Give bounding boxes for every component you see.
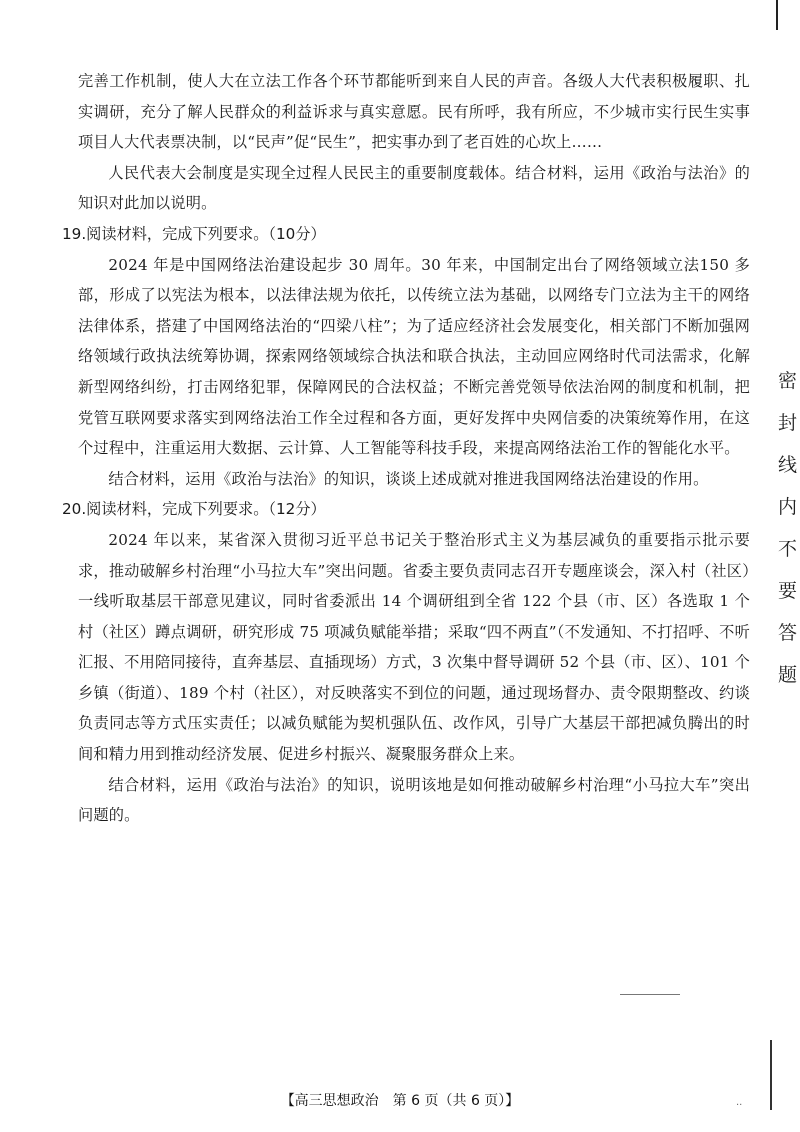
answer-dash-mark: [620, 994, 680, 995]
page-footer: 【高三思想政治 第 6 页（共 6 页）】: [280, 1093, 520, 1109]
q20-task: 结合材料，运用《政治与法治》的知识，说明该地是如何推动破解乡村治理“小马拉大车”突出问题的。: [78, 775, 750, 825]
q18-task: 人民代表大会制度是实现全过程人民民主的重要制度载体。结合材料，运用《政治与法治》的知识对此加以说明。: [78, 163, 750, 213]
q19-task: 结合材料，运用《政治与法治》的知识，谈谈上述成就对推进我国网络法治建设的作用。: [108, 469, 709, 488]
page-content: [62, 66, 750, 831]
corner-mark: ··: [736, 1100, 743, 1111]
binding-line-top: [776, 0, 778, 30]
q20-heading: 20.阅读材料，完成下列要求。（12分）: [62, 500, 326, 519]
q19-heading: 19.阅读材料，完成下列要求。（10分）: [62, 224, 326, 243]
binding-notice: 密封线内不要答题: [778, 370, 798, 686]
q20-material: 2024 年以来，某省深入贯彻习近平总书记关于整治形式主义为基层减负的重要指示批示要求，推动破解乡村治理“小马拉大车”突出问题。省委主要负责同志召开专题座谈会，深入村（社区）一线听取基层干部意见建议，同时省委派出 14 个调研组到全省 122 个县（市、区）各选取 1 个村（社区）蹲点调研，研究形成 75 项减负赋能举措；采取“四不两直”（不发通知、不打招呼、不听汇报、不用陪同接待，直奔基层、直插现场）方式，3 次集中督导调研 52 个县（市、区）、101 个乡镇（街道）、189 个村（社区），对反映落实不到位的问题，通过现场督办、责令限期整改、约谈负责同志等方式压实责任；以减负赋能为契机强队伍、改作风，引导广大基层干部把减负腾出的时间和精力用到推动经济发展、促进乡村振兴、凝聚服务群众上来。: [78, 530, 750, 764]
q19-material: 2024 年是中国网络法治建设起步 30 周年。30 年来，中国制定出台了网络领域立法150 多部，形成了以宪法为根本，以法律法规为依托，以传统立法为基础，以网络专门立法为主干的网络法律体系，搭建了中国网络法治的“四梁八柱”；为了适应经济社会发展变化，相关部门不断加强网络领域行政执法统筹协调，探索网络领域综合执法和联合执法，主动回应网络时代司法需求，化解新型网络纠纷，打击网络犯罪，保障网民的合法权益；不断完善党领导依法治网的制度和机制，把党管互联网要求落实到网络法治工作全过程和各方面，更好发挥中央网信委的决策统筹作用，在这个过程中，注重运用大数据、云计算、人工智能等科技手段，来提高网络法治工作的智能化水平。: [78, 255, 750, 458]
q18-material-continuation: 完善工作机制，使人大在立法工作各个环节都能听到来自人民的声音。各级人大代表积极履职、扎实调研，充分了解人民群众的利益诉求与真实意愿。民有所呼，我有所应，不少城市实行民生实事项目人大代表票决制，以“民声”促“民生”，把实事办到了老百姓的心坎上……: [78, 72, 750, 152]
